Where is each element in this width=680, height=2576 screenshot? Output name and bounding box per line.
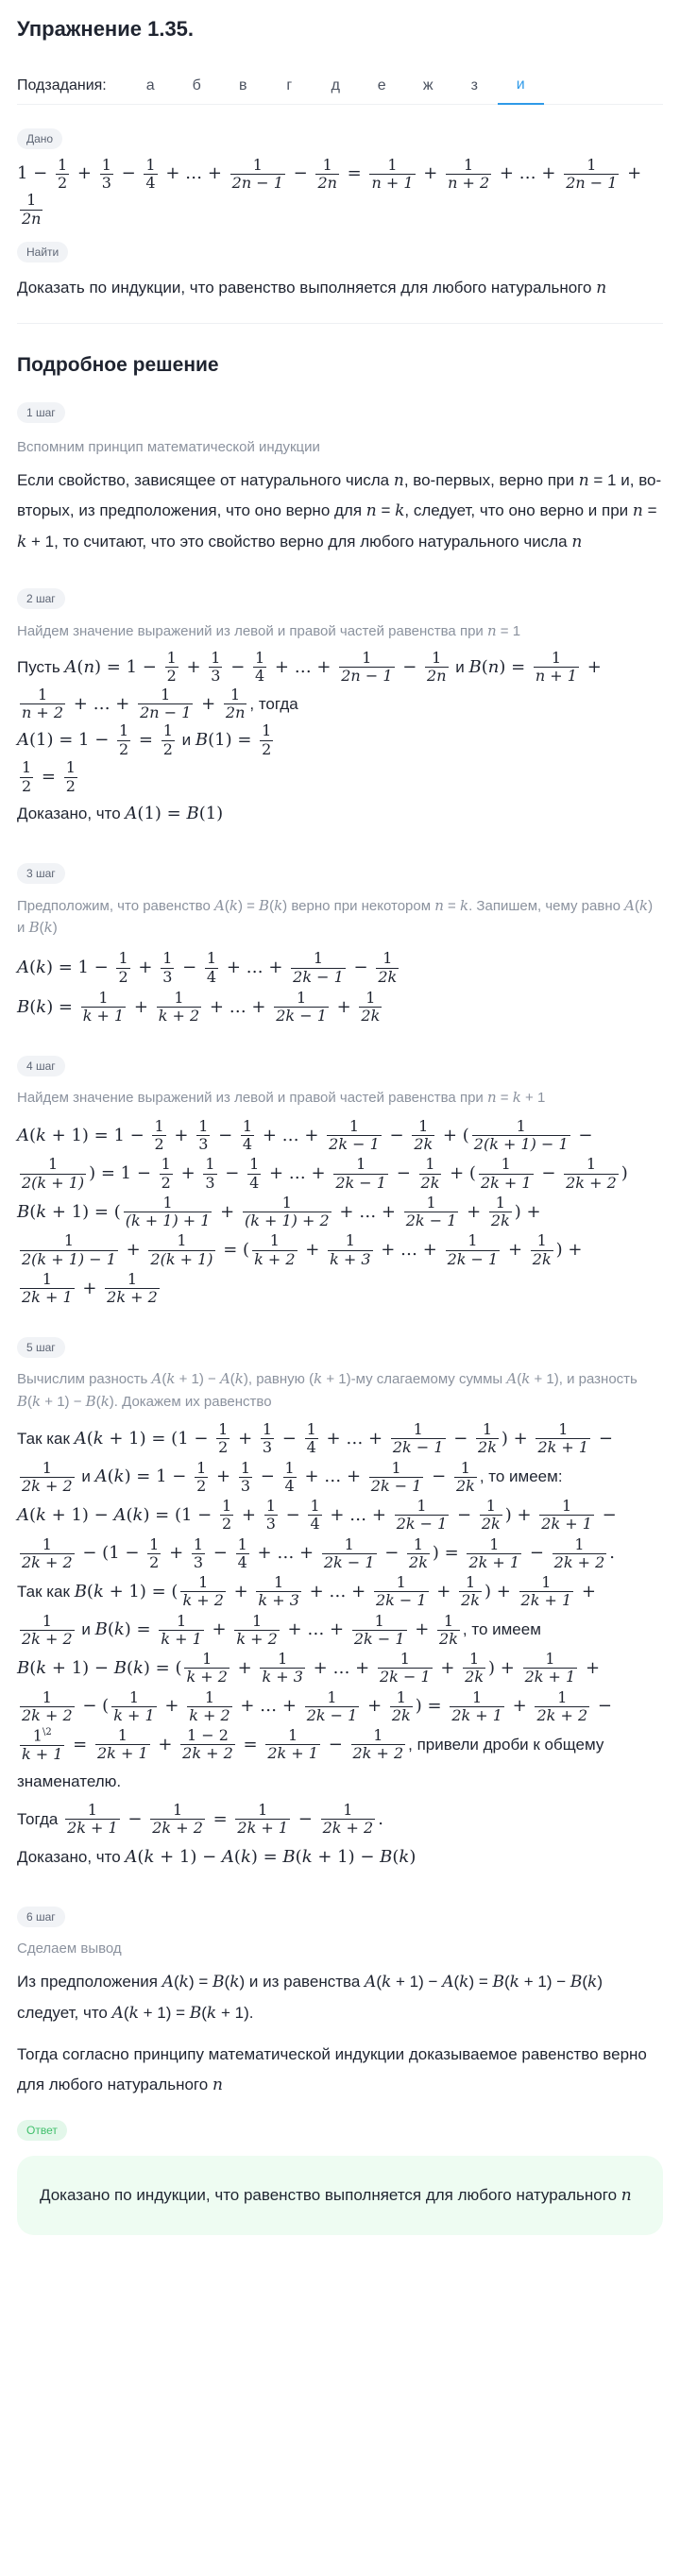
find-section bbox=[17, 239, 663, 300]
tab-z[interactable]: з bbox=[470, 77, 478, 94]
page-title: Упражнение 1.35. bbox=[17, 17, 195, 41]
step-3-caption: Предположим, что равенство A(k) = B(k) верно при некотором n = k. Запишем, чему равно A(k) и B(k) bbox=[17, 896, 654, 936]
answer-badge: Ответ bbox=[17, 2120, 67, 2141]
tab-g[interactable]: г bbox=[286, 77, 293, 94]
step-5-body: Так как A(k + 1) = (1 − $\frac{1}{2}$ + $\frac{1}{3}$ − $\frac{1}{4}$ + … + $\frac{1}{2k - 1}$ − $\frac{1}{2k}$ ) + $\frac{1}{2k + 1}$ − $\frac{1}{2k + 2}$ и A(k) = 1 − $\frac{1}{2}$ + $\frac{1}{3}$ − $\frac{1}{4}$ + … + $\frac{1}{2k - 1}$ − $\frac{1}{2k}$ , то имеем: A(k + 1) − A(k) = (1 − $\frac{1}{2}$ + $\frac{1}{3}$ − $\frac{1}{4}$ + … + $\frac{1}{2k - 1}$ − $\frac{1}{2k}$ ) + $\frac{1}{2k + 1}$ − $\frac{1}{2k + 2}$ − (1 − $\frac{1}{2}$ + $\frac{1}{3}$ − $\frac{1}{4}$ + … + $\frac{1}{2k - 1}$ − $\frac{1}{2k}$ ) = $\frac{1}{2k + 1}$ − $\frac{1}{2k + 2}$ . Так как B(k + 1) = ( $\frac{1}{k + 2}$ + $\frac{1}{k + 3}$ + … + $\frac{1}{2k - 1}$ + $\frac{1}{2k}$ ) + $\frac{1}{2k + 1}$ + $\frac{1}{2k + 2}$ и B(k) = $\frac{1}{k + 1}$ + $\frac{1}{k + 2}$ + … + $\frac{1}{2k - 1}$ + $\frac{1}{2k}$ , то имеем B(k + 1) − B(k) = ( $\frac{1}{k + 2}$ + $\frac{1}{k + 3}$ + … + $\frac{1}{2k - 1}$ + $\frac{1}{2k}$ ) + $\frac{1}{2k + 1}$ + $\frac{1}{2k + 2}$ − ( $\frac{1}{k + 1}$ + $\frac{1}{k + 2}$ + … + $\frac{1}{2k - 1}$ + $\frac{1}{2k}$ ) = $\frac{1}{2k + 1}$ + $\frac{1}{2k + 2}$ − $\frac{1^{\backslash 2}}{k + 1}$ = $\frac{1}{2k + 1}$ + $\frac{1 - 2}{2k + 2}$ = $\frac{1}{2k + 1}$ − $\frac{1}{2k + 2}$ , привели дроби к общему знаменателю. Тогда $\frac{1}{2k + 1}$ − $\frac{1}{2k + 2}$ = $\frac{1}{2k + 1}$ − $\frac{1}{2k + 2}$ . Доказано, что A(k + 1) − A(k) = B(k + 1) − B(k) bbox=[17, 1420, 617, 1868]
step-1-caption: Вспомним принцип математической индукции bbox=[17, 438, 320, 455]
given-equation: 1 − $\frac{1}{2}$ + $\frac{1}{3}$ − $\frac{1}{4}$ + … + $\frac{1}{2n - 1}$ − $\frac{1}{2n}$ = $\frac{1}{n + 1}$ + $\frac{1}{n + 2}$ + … + $\frac{1}{2n - 1}$ + $\frac{1}{2n}$ bbox=[17, 155, 642, 228]
step-4-body: A(k + 1) = 1 − $\frac{1}{2}$ + $\frac{1}{3}$ − $\frac{1}{4}$ + … + $\frac{1}{2k - 1}$ − $\frac{1}{2k}$ + ( $\frac{1}{2(k + 1) - 1}$ − $\frac{1}{2(k + 1)}$ ) = 1 − $\frac{1}{2}$ + $\frac{1}{3}$ − $\frac{1}{4}$ + … + $\frac{1}{2k - 1}$ − $\frac{1}{2k}$ + ( $\frac{1}{2k + 1}$ − $\frac{1}{2k + 2}$ ) B(k + 1) = ( $\frac{1}{(k + 1) + 1}$ + $\frac{1}{(k + 1) + 2}$ + … + $\frac{1}{2k - 1}$ + $\frac{1}{2k}$ ) + $\frac{1}{2(k + 1) - 1}$ + $\frac{1}{2(k + 1)}$ = ( $\frac{1}{k + 2}$ + $\frac{1}{k + 3}$ + … + $\frac{1}{2k - 1}$ + $\frac{1}{2k}$ ) + $\frac{1}{2k + 1}$ + $\frac{1}{2k + 2}$ bbox=[17, 1116, 628, 1307]
step-1-badge: 1 шаг bbox=[17, 402, 65, 423]
step-2-caption: Найдем значение выражений из левой и правой частей равенства при n = 1 bbox=[17, 621, 521, 639]
step-6-caption: Сделаем вывод bbox=[17, 1940, 122, 1957]
step-3-badge: 3 шаг bbox=[17, 863, 65, 884]
step-4-caption: Найдем значение выражений из левой и правой частей равенства при n = k + 1 bbox=[17, 1089, 546, 1107]
step-4 bbox=[17, 1053, 663, 1308]
given-badge: Дано bbox=[17, 128, 62, 149]
step-4-badge: 4 шаг bbox=[17, 1056, 65, 1076]
tab-v[interactable]: в bbox=[238, 77, 247, 94]
answer-section bbox=[17, 2117, 663, 2254]
step-6-text-2: Тогда согласно принципу математической индукции доказываемое равенство верно для любого натурального n bbox=[17, 2044, 647, 2095]
answer-box: Доказано по индукции, что равенство выполняется для любого натурального n bbox=[17, 2156, 663, 2235]
step-5-caption: Вычислим разность A(k + 1) − A(k), равную (k + 1)-му слагаемому суммы A(k + 1), и разность B(k + 1) − B(k). Докажем их равенство bbox=[17, 1370, 638, 1410]
step-5 bbox=[17, 1334, 663, 1877]
step-3-body: A(k) = 1 − $\frac{1}{2}$ + $\frac{1}{3}$ − $\frac{1}{4}$ + … + $\frac{1}{2k - 1}$ − $\frac{1}{2k}$ B(k) = $\frac{1}{k + 1}$ + $\frac{1}{k + 2}$ + … + $\frac{1}{2k - 1}$ + $\frac{1}{2k}$ bbox=[17, 949, 398, 1025]
tab-zh[interactable]: ж bbox=[422, 77, 434, 94]
step-1 bbox=[17, 399, 663, 557]
step-6 bbox=[17, 1904, 663, 2101]
tab-e[interactable]: е bbox=[377, 77, 386, 94]
tab-i[interactable]: и bbox=[498, 67, 544, 105]
step-2-badge: 2 шаг bbox=[17, 588, 65, 609]
step-3 bbox=[17, 860, 663, 1026]
subtask-tabs bbox=[17, 68, 663, 105]
step-6-badge: 6 шаг bbox=[17, 1907, 65, 1927]
find-badge: Найти bbox=[17, 242, 68, 263]
tab-b[interactable]: б bbox=[192, 77, 201, 94]
subtasks-label: Подзадания: bbox=[17, 76, 107, 93]
divider bbox=[17, 323, 663, 324]
step-1-text: Если свойство, зависящее от натурального числа n, во-первых, верно при n = 1 и, во-вторых, из предположения, что оно верно для n = k, следует, что оно верно и при n = k + 1, то считают, что это свойство верно для любого натурального числа n bbox=[17, 471, 662, 551]
tab-d[interactable]: д bbox=[331, 77, 340, 94]
step-2-body: Пусть A(n) = 1 − $\frac{1}{2}$ + $\frac{1}{3}$ − $\frac{1}{4}$ + … + $\frac{1}{2n - 1}$ − $\frac{1}{2n}$ и B(n) = $\frac{1}{n + 1}$ + $\frac{1}{n + 2}$ + … + $\frac{1}{2n - 1}$ + $\frac{1}{2n}$ , тогда A(1) = 1 − $\frac{1}{2}$ = $\frac{1}{2}$ и B(1) = $\frac{1}{2}$ $\frac{1}{2}$ = $\frac{1}{2}$ Доказано, что A(1) = B(1) bbox=[17, 649, 602, 823]
solution-title: Подробное решение bbox=[17, 353, 219, 376]
step-2 bbox=[17, 585, 663, 832]
step-6-text-1: Из предположения A(k) = B(k) и из равенства A(k + 1) − A(k) = B(k + 1) − B(k) следует, что A(k + 1) = B(k + 1). bbox=[17, 1973, 604, 2023]
given-section bbox=[17, 126, 663, 228]
find-text: Доказать по индукции, что равенство выполняется для любого натурального n bbox=[17, 278, 607, 297]
tab-a[interactable]: а bbox=[145, 77, 155, 94]
step-5-badge: 5 шаг bbox=[17, 1337, 65, 1358]
